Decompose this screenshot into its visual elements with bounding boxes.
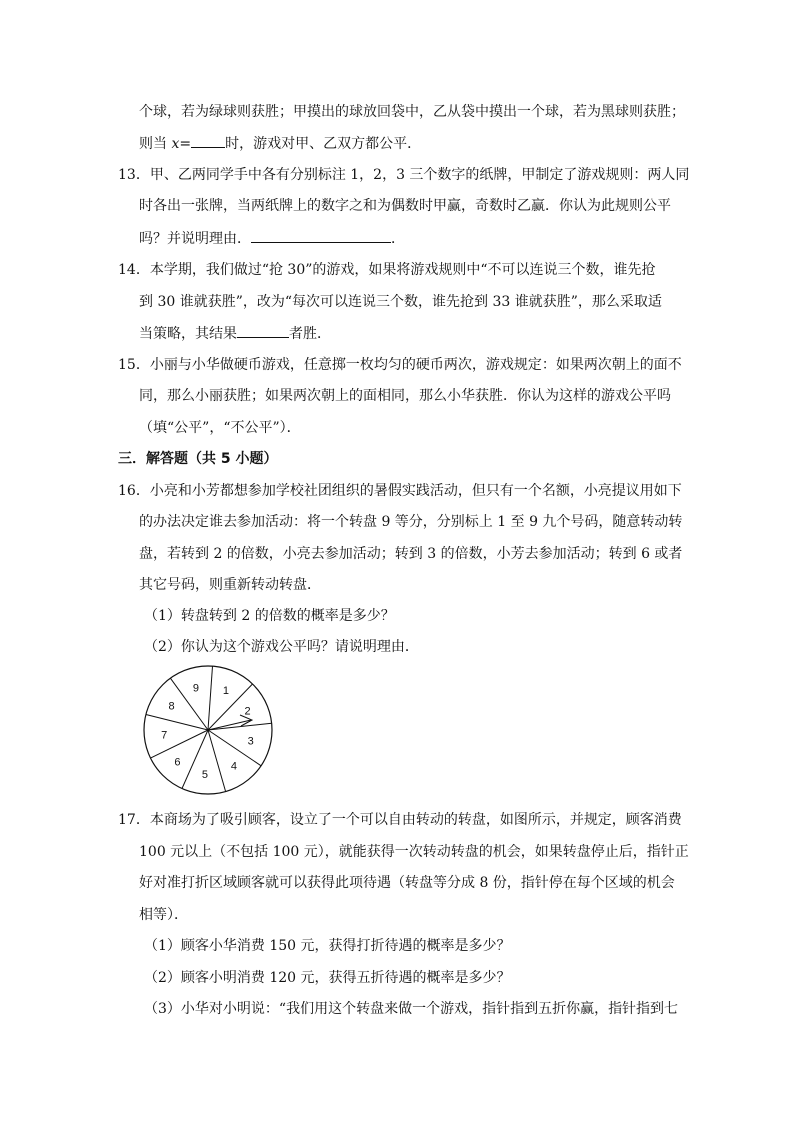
- q13-line-3-suffix: ．: [391, 231, 405, 247]
- q17-line-3: 好对准打折区域顾客就可以获得此项待遇（转盘等分成 8 份，指针停在每个区域的机会: [139, 875, 675, 891]
- q15-line-2: 同，那么小丽获胜；如果两次朝上的面相同，那么小华获胜．你认为这样的游戏公平吗: [139, 388, 671, 404]
- q12-line-1: 个球，若为绿球则获胜；甲摸出的球放回袋中，乙从袋中摸出一个球，若为黑球则获胜；: [139, 104, 685, 120]
- spinner-sector-label: 3: [247, 735, 254, 748]
- q17-line-2: 100 元以上（不包括 100 元），就能获得一次转动转盘的机会，如果转盘停止后，指针正: [139, 844, 689, 860]
- q16-sub-question-1: （1）转盘转到 2 的倍数的概率是多少？: [144, 608, 395, 624]
- q16-line-2: 的办法决定谁去参加活动：将一个转盘 9 等分，分别标上 1 至 9 九个号码，随意转动转: [139, 514, 683, 530]
- q17-sub-question-2: （2）顾客小明消费 120 元，获得五折待遇的概率是多少？: [144, 970, 511, 986]
- spinner-sector-label: 2: [244, 705, 251, 718]
- q17-sub-question-1: （1）顾客小华消费 150 元，获得打折待遇的概率是多少？: [144, 938, 511, 954]
- q12-line-2-suffix: 时，游戏对甲、乙双方都公平．: [225, 136, 422, 152]
- spinner-sector-label: 7: [161, 729, 168, 742]
- q16-line-1: 16．小亮和小芳都想参加学校社团组织的暑假实践活动，但只有一个名额，小亮提议用如下: [118, 483, 682, 499]
- spinner-sector-divider: [208, 730, 226, 792]
- spinner-sector-divider: [208, 666, 213, 730]
- spinner-pointer-shaft: [208, 720, 251, 730]
- spinner-sector-label: 5: [201, 768, 208, 781]
- section-3-heading: 三．解答题（共 5 小题）: [118, 451, 278, 467]
- q13-answer-blank[interactable]: [251, 228, 391, 243]
- q13-line-2: 时各出一张牌，当两纸牌上的数字之和为偶数时甲赢，奇数时乙赢．你认为此规则公平: [139, 198, 671, 214]
- spinner-sector-divider: [151, 730, 209, 758]
- q12-line-2-prefix: 则当: [139, 136, 172, 152]
- q16-line-3: 盘，若转到 2 的倍数，小亮去参加活动；转到 3 的倍数，小芳去参加活动；转到 6 或者: [139, 546, 683, 562]
- q14-line-2: 到 30 谁就获胜”，改为“每次可以连说三个数，谁先抢到 33 谁就获胜”，那么采取适: [139, 294, 662, 310]
- q17-line-4: 相等）．: [139, 907, 188, 923]
- q14-line-1: 14．本学期，我们做过“抢 30”的游戏，如果将游戏规则中“不可以连说三个数，谁先抢: [118, 262, 656, 278]
- q13-line-3: [139, 228, 405, 249]
- spinner-sector-label: 4: [230, 760, 237, 773]
- q14-answer-blank[interactable]: [237, 323, 289, 338]
- q17-sub-question-3: （3）小华对小明说：“我们用这个转盘来做一个游戏，指针指到五折你赢，指针指到七: [144, 1001, 679, 1017]
- q16-line-4: 其它号码，则重新转动转盘．: [139, 577, 321, 593]
- spinner-sector-label: 6: [174, 756, 181, 769]
- q15-line-3: （填“公平”，“不公平”）．: [139, 420, 301, 436]
- q12-line-2: [139, 133, 421, 154]
- q14-line-3-prefix: 当策略，其结果: [139, 326, 237, 342]
- q12-answer-blank[interactable]: [191, 133, 225, 148]
- q15-line-1: 15．小丽与小华做硬币游戏，任意掷一枚均匀的硬币两次，游戏规定：如果两次朝上的面不: [118, 357, 682, 373]
- spinner-figure: [136, 663, 282, 797]
- spinner-sector-divider: [208, 723, 272, 730]
- spinner-sector-label: 8: [168, 700, 175, 713]
- q12-variable-x: x: [171, 136, 180, 152]
- q16-sub-question-2: （2）你认为这个游戏公平吗？请说明理由．: [144, 639, 419, 655]
- q17-line-1: 17．本商场为了吸引顾客，设立了一个可以自由转动的转盘，如图所示，并规定，顾客消费: [118, 812, 682, 828]
- spinner-sector-label: 1: [222, 684, 229, 697]
- q14-line-3: [139, 323, 331, 344]
- q12-equals: =: [179, 136, 192, 152]
- spinner-sector-label: 9: [192, 682, 199, 695]
- q14-line-3-suffix: 者胜．: [289, 326, 331, 342]
- q13-line-1: 13．甲、乙两同学手中各有分别标注 1，2，3 三个数字的纸牌，甲制定了游戏规则：两人同: [118, 167, 690, 183]
- q13-line-3-prefix: 吗？并说明理由．: [139, 231, 251, 247]
